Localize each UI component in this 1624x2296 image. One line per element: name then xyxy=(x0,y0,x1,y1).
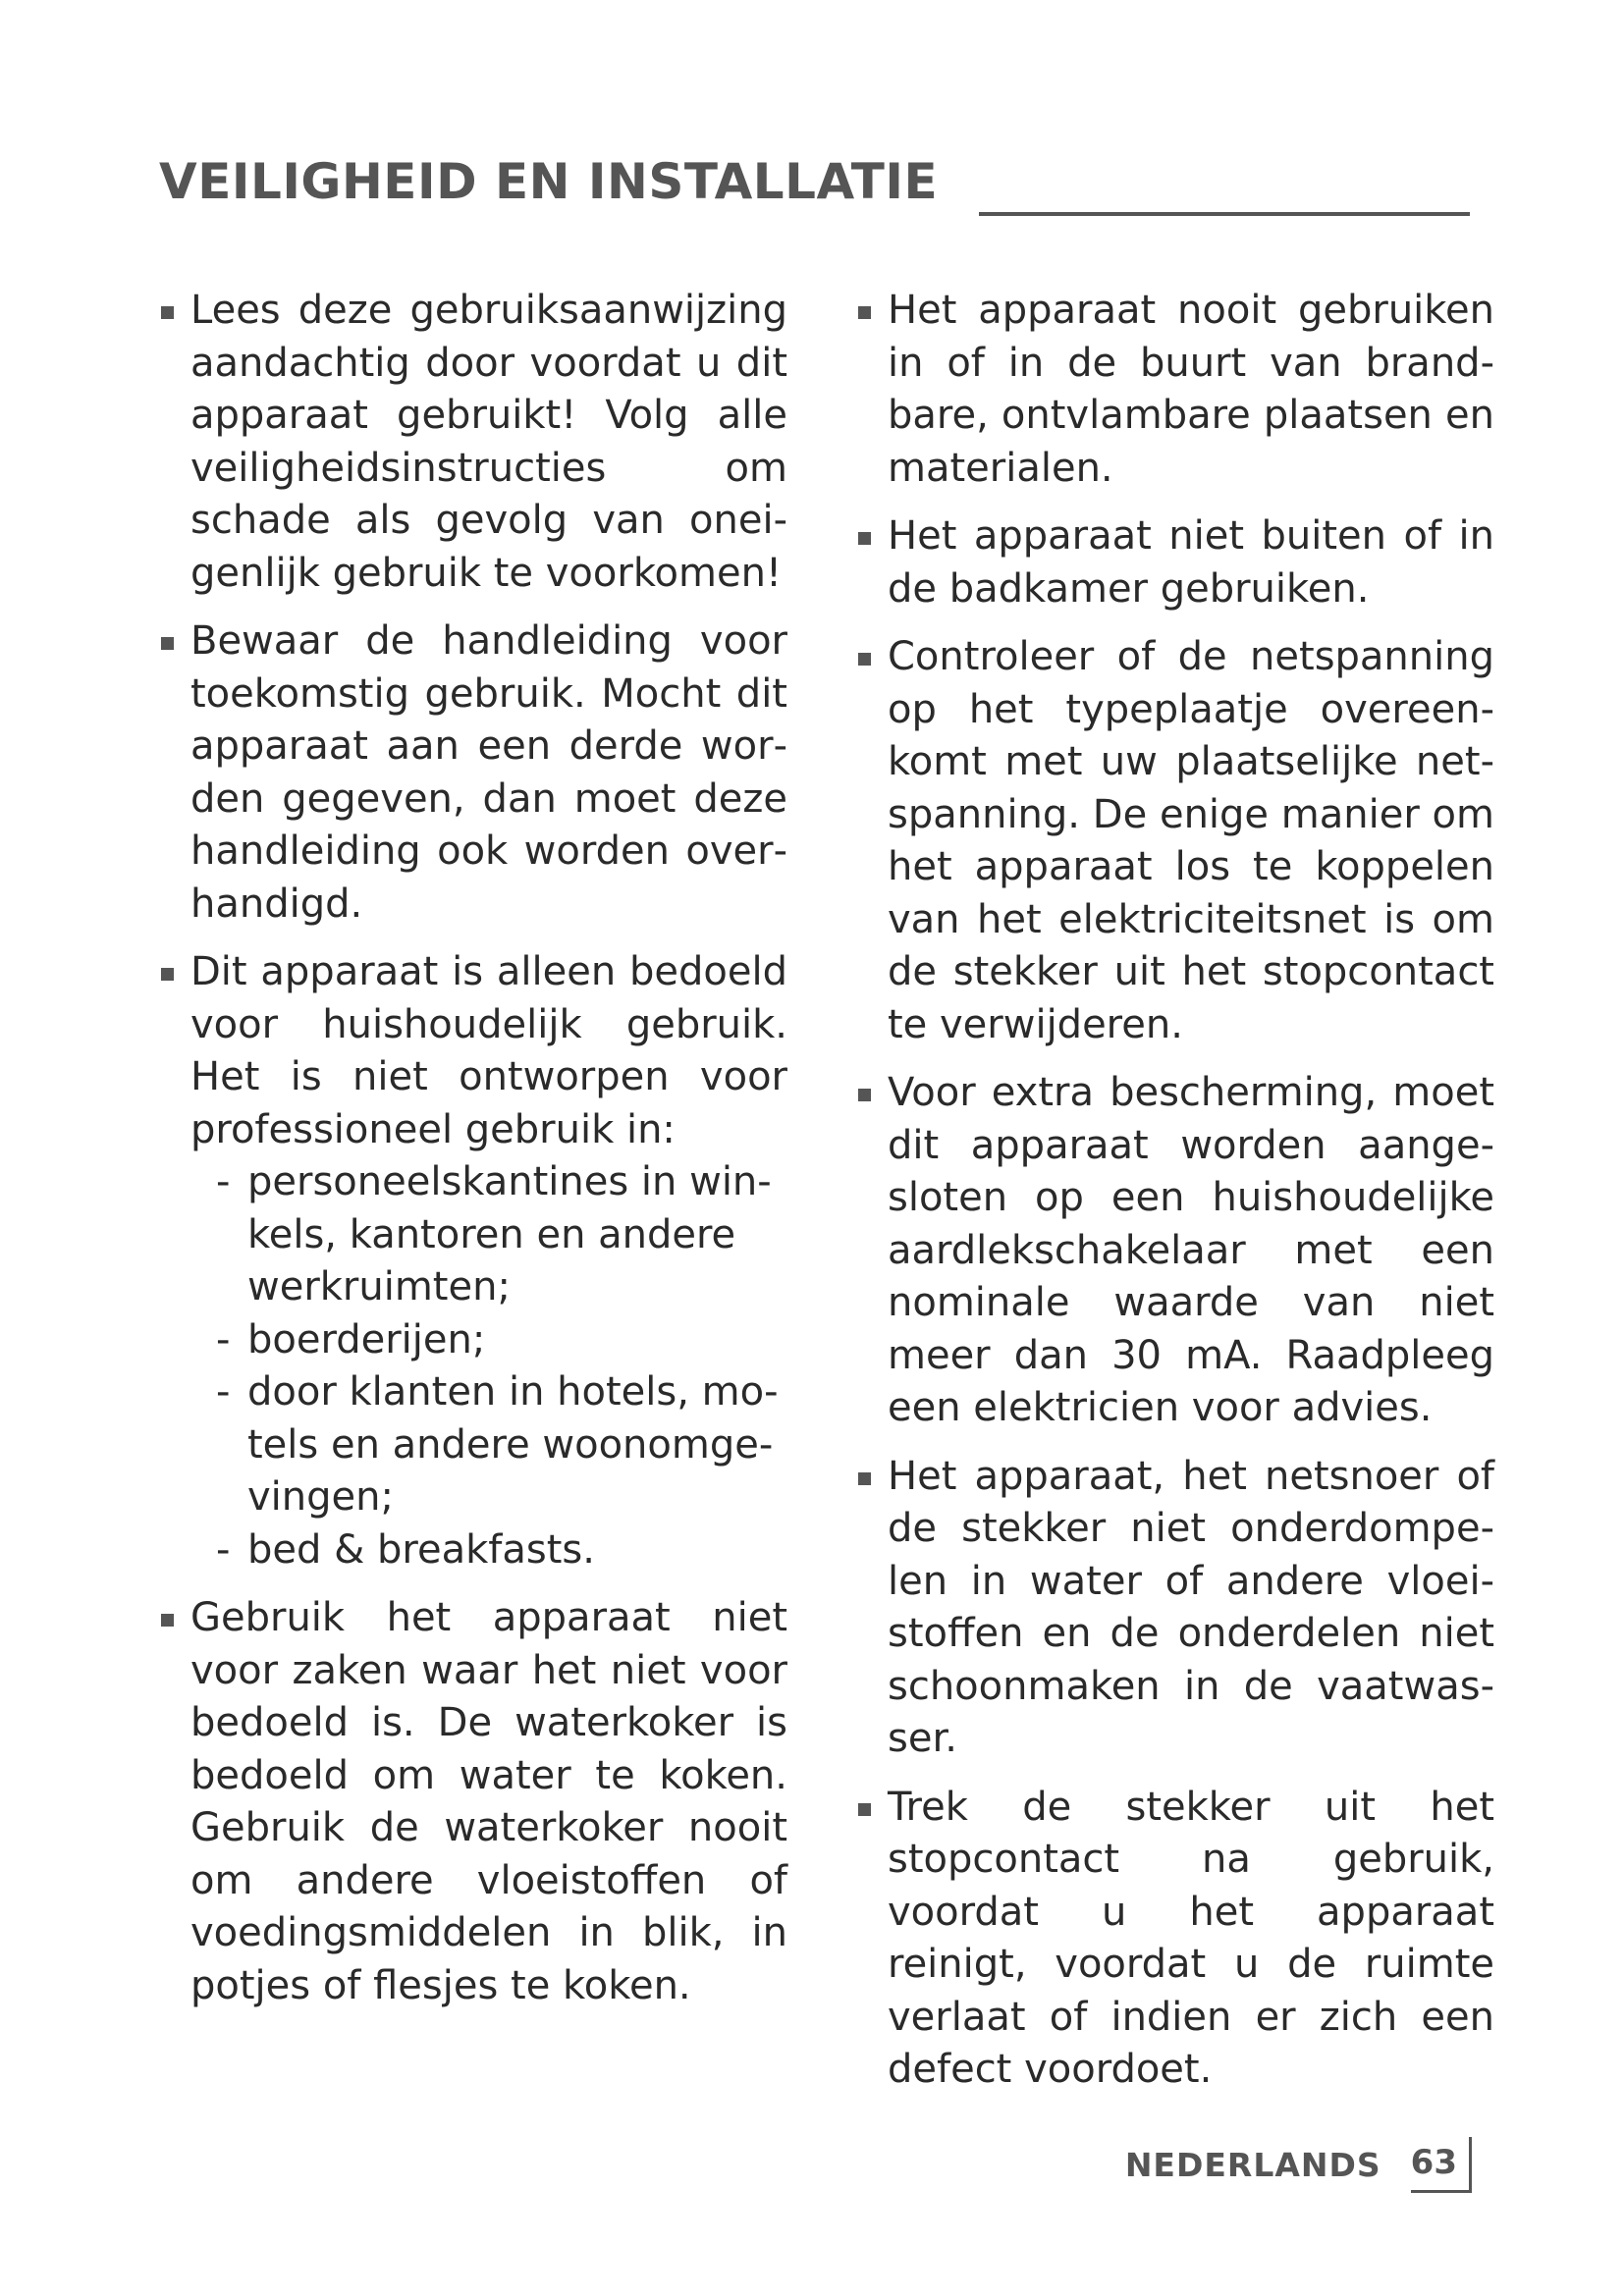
safety-item-text: Dit apparaat is alleen bedoeld voor huishoudelijk gebruik. Het is niet ontworpen voor professioneel gebruik in: xyxy=(190,949,787,1152)
safety-item xyxy=(856,631,1494,1051)
square-bullet-icon xyxy=(858,532,871,545)
dash-marker: - xyxy=(216,1369,231,1415)
square-bullet-icon xyxy=(161,1614,174,1627)
square-bullet-icon xyxy=(858,1089,871,1101)
square-bullet-icon xyxy=(858,653,871,666)
page-title: VEILIGHEID EN INSTALLATIE xyxy=(159,153,939,210)
safety-item xyxy=(159,615,787,931)
list-item xyxy=(190,1156,787,1314)
header-rule xyxy=(979,212,1470,216)
safety-item-text: Het apparaat, het netsnoer of de stekker niet onderdompelen in water of andere vloeistoffen en de onderdelen niet schoonmaken in de vaatwasser. xyxy=(888,1453,1494,1761)
list-item xyxy=(190,1314,787,1367)
square-bullet-icon xyxy=(858,1472,871,1485)
safety-item-text: Het apparaat nooit gebruiken in of in de buurt van brandbare, ontvlambare plaatsen en materialen. xyxy=(888,288,1494,491)
left-column xyxy=(159,285,787,2028)
safety-item xyxy=(856,510,1494,615)
safety-item xyxy=(856,1782,1494,2097)
square-bullet-icon xyxy=(858,1803,871,1816)
safety-item-text: Trek de stekker uit het stopcontact na gebruik, voordat u het apparaat reinigt, voordat u de ruimte verlaat of indien er zich een defect voordoet. xyxy=(888,1784,1494,2092)
square-bullet-icon xyxy=(161,306,174,319)
safety-item xyxy=(159,1592,787,2012)
safety-item xyxy=(159,285,787,600)
footer-language: NEDERLANDS xyxy=(1124,2145,1381,2184)
safety-item-text: Lees deze gebruiksaanwijzing aandachtig door voordat u dit apparaat gebruikt! Volg alle veiligheidsinstructies om schade als gevolg van oneigenlijk gebruik te voorkomen! xyxy=(190,288,787,596)
list-item-text: bed & breakfasts. xyxy=(247,1526,595,1573)
dash-marker: - xyxy=(216,1526,231,1573)
safety-item xyxy=(856,285,1494,495)
usage-exclusion-list xyxy=(190,1156,787,1576)
square-bullet-icon xyxy=(161,968,174,981)
list-item-text: door klanten in hotels, motels en andere woonomgevingen; xyxy=(247,1369,779,1520)
square-bullet-icon xyxy=(161,637,174,650)
right-column xyxy=(856,285,1494,2112)
safety-item-text: Gebruik het apparaat niet voor zaken waar het niet voor bedoeld is. De waterkoker is bedoeld om water te koken. Gebruik de waterkoker nooit om andere vloeistoffen of voedingsmiddelen in blik, in potjes of flesjes te koken. xyxy=(190,1595,787,2008)
safety-item-text: Controleer of de netspanning op het typeplaatje overeenkomt met uw plaatselijke netspanning. De enige manier om het apparaat los te koppelen van het elektriciteitsnet is om de stekker uit het stopcontact te verwijderen. xyxy=(888,634,1494,1047)
dash-marker: - xyxy=(216,1316,231,1362)
safety-item-text: Voor extra bescherming, moet dit apparaat worden aangesloten op een huishoudelijke aardlekschakelaar met een nominale waarde van niet meer dan 30 mA. Raadpleeg een elektricien voor advies. xyxy=(888,1070,1494,1430)
safety-item xyxy=(159,946,787,1576)
list-item xyxy=(190,1366,787,1524)
safety-item xyxy=(856,1067,1494,1435)
page-footer xyxy=(1125,2130,1472,2199)
safety-item xyxy=(856,1451,1494,1766)
page-header xyxy=(159,147,1470,226)
dash-marker: - xyxy=(216,1159,231,1204)
safety-item-text: Het apparaat niet buiten of in de badkamer gebruiken. xyxy=(888,513,1494,612)
safety-item-text: Bewaar de handleiding voor toekomstig gebruik. Mocht dit apparaat aan een derde worden gegeven, dan moet deze handleiding ook worden overhandigd. xyxy=(190,618,787,927)
list-item xyxy=(190,1524,787,1577)
page-number: 63 xyxy=(1411,2137,1472,2193)
list-item-text: personeelskantines in winkels, kantoren en andere werkruimten; xyxy=(247,1159,772,1309)
square-bullet-icon xyxy=(858,306,871,319)
list-item-text: boerderijen; xyxy=(247,1316,486,1362)
